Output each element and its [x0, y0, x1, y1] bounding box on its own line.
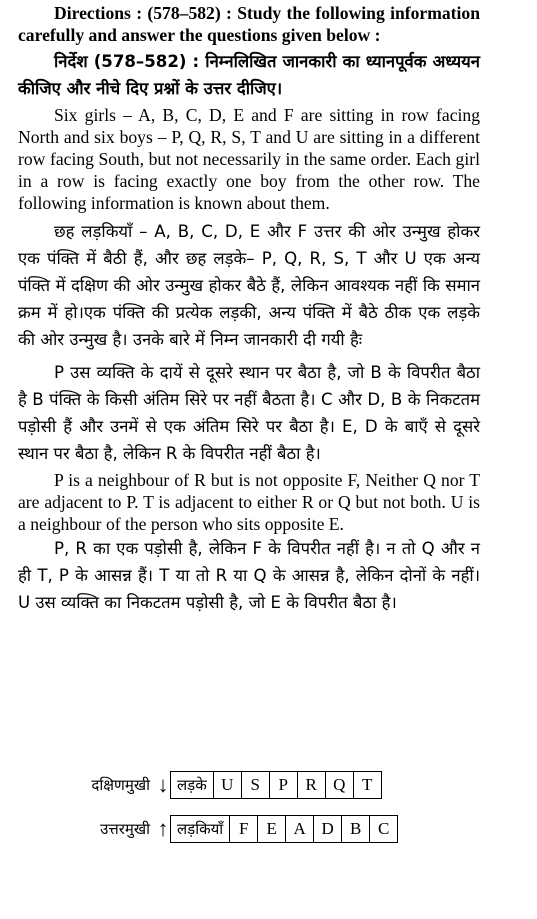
boys-row-header: लड़के [177, 776, 207, 794]
boys-row-cells [170, 771, 382, 799]
paragraph-1-hindi: छह लड़कियाँ – A, B, C, D, E और F उत्तर की ओर उन्मुख होकर एक पंक्ति में बैठी हैं, और छह लड़के– P, Q, R, S, T और U एक अन्य पंक्ति में दक्षिण की ओर उन्मुख होकर बैठे हैं, लेकिन आवश्यक नहीं कि समान क्रम में हो।एक पंक्ति की प्रत्येक लड़की, अन्य पंक्ति में बैठे ठीक एक लड़के की ओर उन्मुख है। उनके बारे में निम्न जानकारी दी गयी हैः [18, 222, 480, 349]
girls-cell: E [257, 816, 285, 842]
boys-row-label: दक्षिणमुखी [91, 776, 150, 794]
boys-cell: U [213, 772, 241, 798]
paragraph-2-hindi: P उस व्यक्ति के दायें से दूसरे स्थान पर बैठा है, जो B के विपरीत बैठा है B पंक्ति के किसी अंतिम सिरे पर नहीं बैठता है। C और D, B के निकटतम पड़ोसी हैं और उनमें से एक अंतिम सिरे पर बैठा है। E, D के बाएँ से दूसरे स्थान पर बैठा है, लेकिन R के विपरीत नहीं बैठा है। [18, 363, 480, 463]
girls-cell: B [341, 816, 369, 842]
directions-english: Directions : (578–582) : Study the following information carefully and answer the questions given below : [18, 3, 480, 45]
puzzle-text [18, 0, 480, 616]
down-arrow-icon: ↓ [157, 772, 169, 797]
boys-cell: R [297, 772, 325, 798]
up-arrow-icon: ↑ [157, 816, 169, 841]
paragraph-3-english: P is a neighbour of R but is not opposite F, Neither Q nor T are adjacent to P. T is adjacent to either R or Q but not both. U is a neighbour of the person who sits opposite E. [18, 470, 480, 534]
directions-hindi: निर्देश (578–582) : निम्नलिखित जानकारी का ध्यानपूर्वक अध्ययन कीजिए और नीचे दिए प्रश्नों के उत्तर दीजिए। [18, 52, 480, 98]
seating-arrangement-diagram [70, 770, 398, 858]
girls-cell: F [229, 816, 257, 842]
boys-row [70, 770, 398, 800]
girls-row [70, 814, 398, 844]
boys-cell: S [241, 772, 269, 798]
paragraph-3-hindi: P, R का एक पड़ोसी है, लेकिन F के विपरीत नहीं है। न तो Q और न ही T, P के आसन्न हैं। T या तो R या Q के आसन्न है, लेकिन दोनों के नहीं। U उस व्यक्ति का निकटतम पड़ोसी है, जो E के विपरीत बैठा है। [18, 539, 480, 612]
girls-cell: C [369, 816, 397, 842]
girls-cell: D [313, 816, 341, 842]
girls-cell: A [285, 816, 313, 842]
boys-cell: P [269, 772, 297, 798]
boys-cell: T [353, 772, 381, 798]
girls-row-cells [170, 815, 398, 843]
boys-cell: Q [325, 772, 353, 798]
paragraph-1-english: Six girls – A, B, C, D, E and F are sitting in row facing North and six boys – P, Q, R, S, T and U are sitting in a different row facing South, but not necessarily in the same order. Each girl in a row is facing exactly one boy from the other row. The following information is known about them. [18, 105, 480, 213]
girls-row-label: उत्तरमुखी [100, 820, 150, 838]
girls-row-header: लड़कियाँ [177, 820, 224, 838]
